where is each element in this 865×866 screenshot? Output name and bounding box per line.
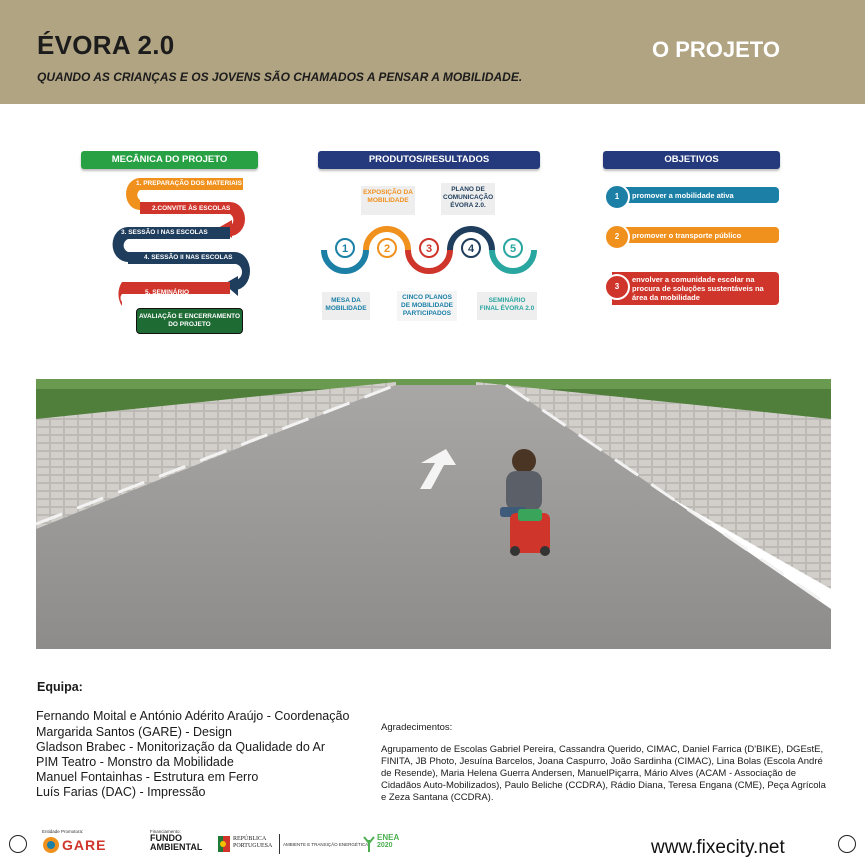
- website-url[interactable]: www.fixecity.net: [651, 837, 785, 858]
- step-2-curve: [230, 202, 245, 236]
- fundo-line2: AMBIENTAL: [150, 842, 203, 852]
- poster-title: ÉVORA 2.0: [37, 30, 175, 60]
- fundo-line1: FUNDO: [150, 833, 182, 843]
- team-member-4-role: - Monstro da Mobilidade: [96, 755, 234, 769]
- team-member-5-name: Manuel Fontainhas: [36, 770, 143, 784]
- produto-plano-comunicacao: PLANO DE COMUNICAÇÃO ÉVORA 2.0.: [441, 183, 495, 215]
- produto-cinco-planos: CINCO PLANOS DE MOBILIDADE PARTICIPADOS: [397, 291, 457, 321]
- promoter-label: Entidade Promotora:: [42, 829, 84, 834]
- team-member-4: [36, 755, 234, 769]
- photo-child-body: [506, 471, 542, 511]
- mecanica-flow-diagram: [100, 172, 260, 307]
- wave-number-4: 4: [467, 243, 475, 255]
- logo-divider: [279, 834, 280, 854]
- objetivo-text-2: promover o transporte público: [632, 231, 742, 240]
- team-member-3-role: - Monitorização da Qualidade do Ar: [125, 740, 326, 754]
- team-member-5: [36, 770, 258, 784]
- grommet-bottom-left: [9, 835, 27, 853]
- wave-number-1: 1: [341, 243, 349, 255]
- team-member-6-role: - Impressão: [136, 785, 206, 799]
- mecanica-step-5: 5. SEMINÁRIO: [145, 289, 190, 296]
- mecanica-step-4: 4. SESSÃO II NAS ESCOLAS: [144, 254, 233, 261]
- thanks-text: Agrupamento de Escolas Gabriel Pereira, Cassandra Querido, CIMAC, Daniel Farrica (D'BIKE), DGEstE, FINITA, JB Photo, Jesuína Barcelos, Joana Caspurro, João Sardinha (CIMAC), Lina Bolas (Escola André de Resende), Maria Helena Guerra Andersen, ManuelPiçarra, Mário Alves (ACAM - Associação de Cidadãos Auto-Mobilizados), Paulo Beliche (CCDRA), Rádio Diana, Teresa Engana (CME), Peça Agrícola e Zeza Santana (CCDRA).: [381, 744, 826, 803]
- mecanica-heading: MECÂNICA DO PROJETO: [81, 151, 258, 169]
- team-member-1-name: Fernando Moital: [36, 709, 127, 723]
- team-member-3-name: Gladson Brabec: [36, 740, 126, 754]
- produto-mesa-mobilidade: MESA DA MOBILIDADE: [322, 292, 370, 320]
- section-label: O PROJETO: [652, 37, 780, 62]
- team-member-2-name: Margarida Santos (GARE): [36, 725, 182, 739]
- team-member-1-role: - Coordenação: [263, 709, 350, 723]
- road-photo: [36, 379, 831, 649]
- enea-text: ENEA: [377, 833, 400, 842]
- funder-label: Financiamento:: [150, 829, 181, 834]
- team-member-4-name: PIM Teatro: [36, 755, 97, 769]
- objetivo-number-2: 2: [604, 224, 630, 250]
- team-member-2-role: - Design: [181, 725, 232, 739]
- wave-number-3: 3: [425, 243, 433, 255]
- produto-exposicao: EXPOSIÇÃO DA MOBILIDADE: [361, 186, 415, 215]
- gare-logo: [42, 836, 126, 854]
- objetivos-heading: OBJETIVOS: [603, 151, 780, 169]
- team-member-1: [36, 709, 349, 723]
- wave-number-5: 5: [509, 243, 517, 255]
- gare-logo-text: GARE: [62, 837, 107, 853]
- produto-seminario-final: SEMINÁRIO FINAL ÉVORA 2.0: [477, 292, 537, 320]
- produtos-wave-diagram: [318, 220, 540, 275]
- poster-subtitle: QUANDO AS CRIANÇAS E OS JOVENS SÃO CHAMADOS A PENSAR A MOBILIDADE.: [37, 70, 523, 84]
- republica-line1: REPÚBLICA: [233, 836, 267, 842]
- enea-year: 2020: [377, 842, 393, 849]
- thanks-title: Agradecimentos:: [381, 722, 453, 733]
- step-5-curve: [118, 282, 122, 306]
- objetivo-text-1: promover a mobilidade ativa: [632, 191, 734, 200]
- produtos-heading: PRODUTOS/RESULTADOS: [318, 151, 540, 169]
- mecanica-step-3: 3. SESSÃO I NAS ESCOLAS: [121, 229, 208, 236]
- team-member-1-sep: e: [126, 709, 140, 723]
- team-member-2: [36, 725, 232, 739]
- team-member-3: [36, 740, 325, 754]
- fundo-ambiental-logo: [150, 834, 202, 852]
- photo-child-head: [512, 449, 536, 473]
- ministry-label: AMBIENTE E TRANSIÇÃO ENERGÉTICA: [283, 842, 369, 847]
- objetivo-text-3: envolver a comunidade escolar na procura de soluções sustentáveis na área da mobilidade: [632, 275, 764, 302]
- republica-line2: PORTUGUESA: [233, 843, 273, 849]
- objetivo-number-1: 1: [604, 184, 630, 210]
- mecanica-step-2: 2.CONVITE ÀS ESCOLAS: [152, 205, 231, 212]
- team-member-1-name2: António Adérito Araújo: [139, 709, 264, 723]
- grommet-bottom-right: [838, 835, 856, 853]
- mecanica-final-box: AVALIAÇÃO E ENCERRAMENTO DO PROJETO: [136, 308, 243, 334]
- team-member-6-name: Luís Farias (DAC): [36, 785, 137, 799]
- team-member-5-role: - Estrutura em Ferro: [142, 770, 259, 784]
- wave-number-2: 2: [383, 243, 391, 255]
- mecanica-step-1: 1. PREPARAÇÃO DOS MATERIAIS: [136, 180, 242, 187]
- team-member-6: [36, 785, 206, 799]
- team-title: Equipa:: [37, 680, 83, 694]
- objetivo-number-3: 3: [604, 274, 630, 300]
